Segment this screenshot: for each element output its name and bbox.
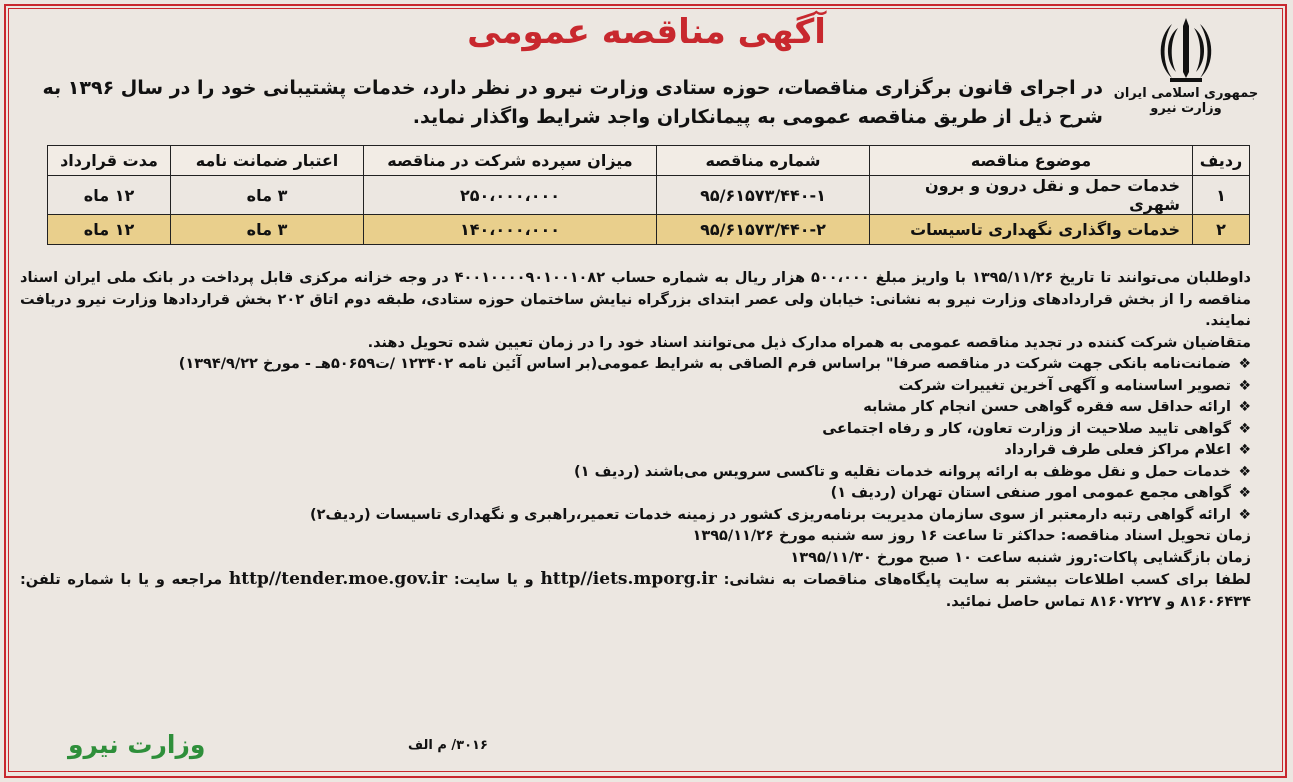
contact-paragraph: لطفا برای کسب اطلاعات بیشتر به سایت پایگاه‌های مناقصات به نشانی: http//iets.mporg.ir و یا سایت: http//tender.moe.gov.ir مراجعه و یا با شماره تلفن: ۸۱۶۰۶۴۳۴ و ۸۱۶۰۷۲۲۷ تماس حاصل نمائید. bbox=[20, 569, 1251, 610]
cell-subject: خدمات حمل و نقل درون و برون شهری bbox=[870, 176, 1193, 215]
tender-table bbox=[47, 145, 1250, 245]
requirements-intro: متقاضیان شرکت کننده در تجدید مناقصه عمومی به همراه مدارک ذیل می‌توانند اسناد خود را در زمان تعیین شده تحویل دهند. bbox=[367, 334, 1251, 351]
bullet-icon: ❖ bbox=[1238, 399, 1251, 415]
col-row: ردیف bbox=[1193, 146, 1250, 176]
footer-code: ۳۰۱۶/ م الف bbox=[408, 738, 488, 753]
tender-link[interactable]: http//tender.moe.gov.ir bbox=[228, 569, 448, 589]
list-item: ❖ تصویر اساسنامه و آگهی آخرین تغییرات شرکت bbox=[20, 376, 1251, 398]
table-row bbox=[48, 215, 1250, 245]
bullet-icon: ❖ bbox=[1238, 485, 1251, 501]
table-row bbox=[48, 176, 1250, 215]
bullet-icon: ❖ bbox=[1238, 442, 1251, 458]
bullet-icon: ❖ bbox=[1238, 463, 1251, 480]
cell-duration: ۱۲ ماه bbox=[48, 215, 171, 245]
table-header-row bbox=[48, 146, 1250, 176]
cell-deposit: ۲۵۰،۰۰۰،۰۰۰ bbox=[364, 176, 657, 215]
logo-ministry: وزارت نیرو bbox=[1150, 101, 1222, 116]
intro-paragraph: در اجرای قانون برگزاری مناقصات، حوزه ستادی وزارت نیرو در نظر دارد، خدمات پشتیبانی خود را در سال ۱۳۹۶ به شرح ذیل از طریق مناقصه عمومی به پیمانکاران واجد شرایط واگذار نماید. bbox=[42, 77, 1103, 128]
col-deposit: میزان سپرده شرکت در مناقصه bbox=[364, 146, 657, 176]
list-item: ❖ ارائه حداقل سه فقره گواهی حسن انجام کار مشابه bbox=[20, 397, 1251, 419]
cell-guarantee: ۳ ماه bbox=[171, 215, 364, 245]
col-duration: مدت قرارداد bbox=[48, 146, 171, 176]
cell-deposit: ۱۴۰،۰۰۰،۰۰۰ bbox=[364, 215, 657, 245]
emblem-icon bbox=[1156, 14, 1216, 84]
cell-number: ۹۵/۶۱۵۷۳/۴۴۰-۲ bbox=[657, 215, 870, 245]
cell-subject: خدمات واگذاری نگهداری تاسیسات bbox=[870, 215, 1193, 245]
list-item: ❖ خدمات حمل و نقل موظف به ارائه پروانه خدمات نقلیه و تاکسی سرویس می‌باشند (ردیف ۱) bbox=[20, 462, 1251, 484]
requirements-list bbox=[20, 354, 1251, 526]
col-subject: موضوع مناقصه bbox=[870, 146, 1193, 176]
footer-ministry: وزارت نیرو bbox=[68, 730, 206, 759]
bullet-icon: ❖ bbox=[1238, 420, 1251, 437]
bullet-icon: ❖ bbox=[1238, 356, 1251, 372]
page-title: آگهی مناقصه عمومی bbox=[467, 12, 826, 52]
bullet-icon: ❖ bbox=[1238, 377, 1251, 394]
iets-link[interactable]: http//iets.mporg.ir bbox=[540, 569, 717, 589]
cell-row: ۱ bbox=[1193, 176, 1250, 215]
cell-guarantee: ۳ ماه bbox=[171, 176, 364, 215]
col-number: شماره مناقصه bbox=[657, 146, 870, 176]
cell-duration: ۱۲ ماه bbox=[48, 176, 171, 215]
notice-body bbox=[20, 268, 1251, 613]
purchase-paragraph: داوطلبان می‌توانند تا تاریخ ۱۳۹۵/۱۱/۲۶ با واریز مبلغ ۵۰۰،۰۰۰ هزار ریال به شماره حساب ۴۰۰۱۰۰۰۰۹۰۱۰۰۱۰۸۲ در وجه خزانه مرکزی قابل پرداخت در بانک ملی ایران اسناد مناقصه را از بخش قراردادهای وزارت نیرو به نشانی: خیابان ولی عصر ابتدای بزرگراه نیایش ساختمان حوزه ستادی، طبقه دوم اتاق ۲۰۲ بخش قراردادها وزارت نیرو دریافت نمایند. bbox=[20, 270, 1252, 329]
list-item: ❖ ارائه گواهی رتبه دارمعتبر از سوی سازمان مدیریت برنامه‌ریزی کشور در زمینه خدمات تعمیر،راهبری و نگهداری تاسیسات (ردیف۲) bbox=[20, 505, 1251, 527]
list-item: ❖ ضمانت‌نامه بانکی جهت شرکت در مناقصه صرفا" براساس فرم الصاقی به شرایط عمومی(بر اساس آئین نامه ۱۲۳۴۰۲ /ت۵۰۶۵۹هـ - مورخ ۱۳۹۴/۹/۲۲) bbox=[20, 354, 1251, 376]
logo-country: جمهوری اسلامی ایران bbox=[1113, 86, 1259, 101]
ministry-logo bbox=[1111, 14, 1261, 138]
list-item: ❖ گواهی مجمع عمومی امور صنفی استان تهران (ردیف ۱) bbox=[20, 483, 1251, 505]
delivery-time: زمان تحویل اسناد مناقصه: حداکثر تا ساعت ۱۶ روز سه شنبه مورخ ۱۳۹۵/۱۱/۲۶ bbox=[692, 528, 1251, 544]
cell-row: ۲ bbox=[1193, 215, 1250, 245]
bullet-icon: ❖ bbox=[1238, 506, 1251, 523]
opening-time: زمان بازگشایی پاکات:روز شنبه ساعت ۱۰ صبح مورخ ۱۳۹۵/۱۱/۳۰ bbox=[790, 549, 1251, 566]
cell-number: ۹۵/۶۱۵۷۳/۴۴۰-۱ bbox=[657, 176, 870, 215]
list-item: ❖ اعلام مراکز فعلی طرف قرارداد bbox=[20, 440, 1251, 462]
col-guarantee: اعتبار ضمانت نامه bbox=[171, 146, 364, 176]
list-item: ❖ گواهی تایید صلاحیت از وزارت تعاون، کار و رفاه اجتماعی bbox=[20, 419, 1251, 441]
